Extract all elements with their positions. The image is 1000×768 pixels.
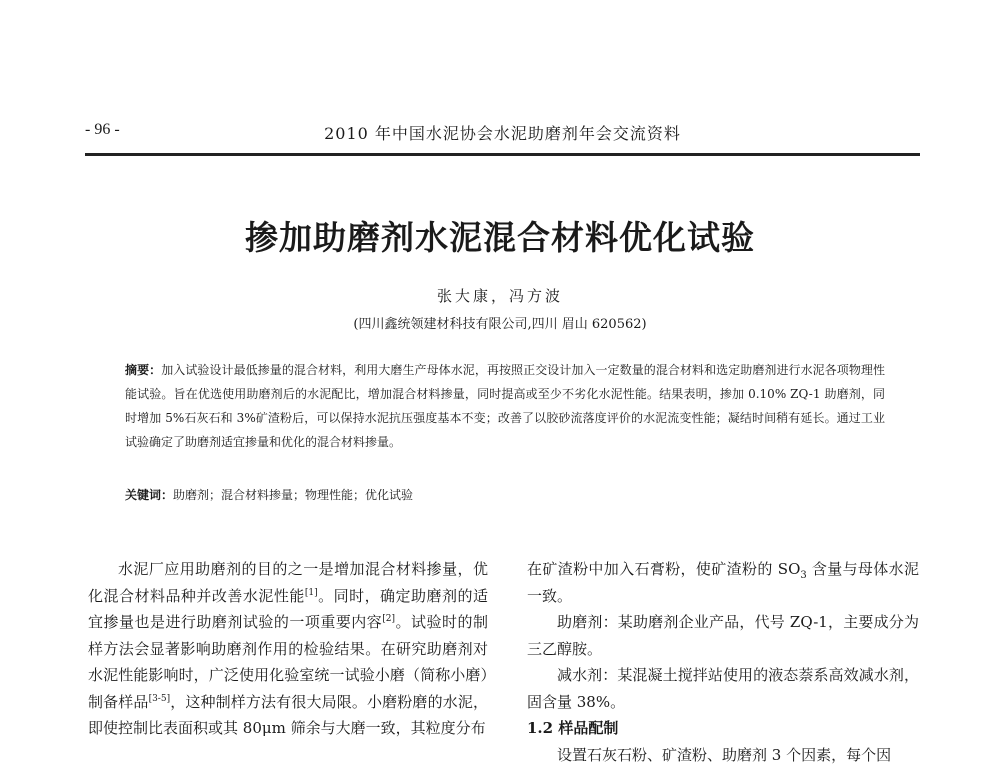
citation: [2] xyxy=(382,614,395,624)
subscript: 3 xyxy=(800,570,806,581)
text-run: 在矿渣粉中加入石膏粉，使矿渣粉的 SO xyxy=(527,560,800,578)
citation: [3-5] xyxy=(149,694,171,704)
page-number: - 96 - xyxy=(85,121,120,139)
body-column-left xyxy=(88,556,488,742)
running-title: 2010 年中国水泥协会水泥助磨剂年会交流资料 xyxy=(85,121,920,144)
keywords-label: 关键词： xyxy=(125,488,173,502)
keywords-text: 助磨剂；混合材料掺量；物理性能；优化试验 xyxy=(173,488,413,502)
abstract-text: 加入试验设计最低掺量的混合材料，利用大磨生产母体水泥，再按照正交设计加入一定数量的混合材料和选定助磨剂进行水泥各项物理性能试验。旨在优选使用助磨剂后的水泥配比，增加混合材料掺量，同时提高或至少不劣化水泥性能。结果表明，掺加 0.10% ZQ-1 助磨剂，同时增加 5%石灰石和 3%矿渣粉后，可以保持水泥抗压强度基本不变；改善了以胶砂流落度评价的水泥流变性能；凝结时间稍有延长。通过工业试验确定了助磨剂适宜掺量和优化的混合材料掺量。 xyxy=(125,363,885,449)
section-heading: 1.2 样品配制 xyxy=(527,715,919,742)
text-run: ，这种制样方法有很大局限。小磨粉磨的水泥，即使控制比表面积或其 80μm 筛余与大磨一致，其粒度分布 xyxy=(88,693,488,738)
body-paragraph: 助磨剂：某助磨剂企业产品，代号 ZQ-1，主要成分为三乙醇胺。 xyxy=(527,609,919,662)
citation: [1] xyxy=(305,588,318,598)
running-header xyxy=(85,113,920,156)
keywords xyxy=(125,483,885,507)
text-run: 水泥厂应用助磨剂的目的之一是增加混合材料掺量，优化混合材料品种并改善水泥性能 xyxy=(88,560,488,605)
body-paragraph: 设置石灰石粉、矿渣粉、助磨剂 3 个因素，每个因 xyxy=(527,742,919,768)
body-column-right xyxy=(527,556,919,768)
body-paragraph: 减水剂：某混凝土搅拌站使用的液态萘系高效减水剂，固含量 38%。 xyxy=(527,662,919,715)
body-paragraph xyxy=(88,556,488,742)
text-run: 含量与母体水泥一致。 xyxy=(527,560,919,605)
text-run: 。试验时的制样方法会显著影响助磨剂作用的检验结果。在研究助磨剂对水泥性能影响时，广泛使用化验室统一试验小磨（简称小磨）制备样品 xyxy=(88,613,488,711)
body-paragraph xyxy=(527,556,919,609)
article-affiliation: (四川鑫统领建材科技有限公司,四川 眉山 620562) xyxy=(0,313,1000,332)
article-title: 掺加助磨剂水泥混合材料优化试验 xyxy=(0,212,1000,259)
abstract-label: 摘要： xyxy=(125,363,161,377)
text-run: 。同时，确定助磨剂的适宜掺量也是进行助磨剂试验的一项重要内容 xyxy=(88,587,488,632)
article-authors: 张大康，冯方波 xyxy=(0,285,1000,306)
abstract xyxy=(125,358,885,454)
